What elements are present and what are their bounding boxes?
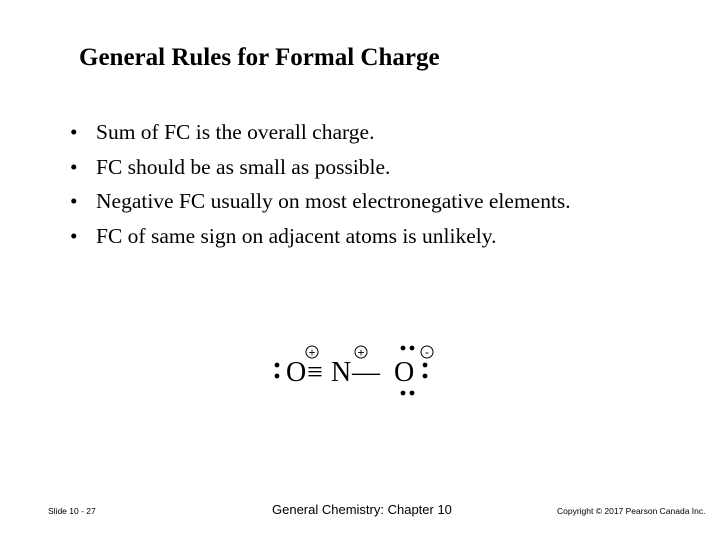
course-label: General Chemistry: Chapter 10 [272,502,452,517]
rule-text: Negative FC usually on most electronegative elements. [96,189,571,213]
bullet-marker: • [70,154,78,179]
triple-bond: ≡ [307,357,323,388]
single-bond: — [352,357,380,388]
lone-pair-electron [423,363,428,368]
formal-charge-label: + [357,345,365,360]
lone-pair-electron [401,346,406,351]
bullet-marker: • [70,120,78,144]
list-item [70,120,571,155]
lone-pair-electron [401,391,406,396]
oxygen-atom-1: O [286,357,307,388]
rules-list [70,120,571,258]
bullet-marker: • [70,223,78,248]
slide-title: General Rules for Formal Charge [79,44,440,71]
lone-pair-electron [275,363,280,368]
oxygen-atom-2: O [394,357,415,388]
list-item [70,224,571,259]
rule-text: FC should be as small as possible. [96,154,391,179]
lone-pair-electron [410,346,415,351]
formal-charge-label: - [425,345,429,359]
bullet-marker: • [70,189,78,213]
lone-pair-electron [423,374,428,379]
list-item [70,189,571,224]
lone-pair-electron [275,374,280,379]
list-item [70,155,571,190]
rule-text: Sum of FC is the overall charge. [96,120,375,144]
rule-text: FC of same sign on adjacent atoms is unlikely. [96,223,497,248]
lewis-structure-diagram [262,338,452,418]
nitrogen-atom: N [331,357,352,388]
formal-charge-label: + [308,345,316,360]
slide-number: Slide 10 - 27 [48,506,96,516]
copyright-notice: Copyright © 2017 Pearson Canada Inc. [557,506,706,516]
lone-pair-electron [410,391,415,396]
